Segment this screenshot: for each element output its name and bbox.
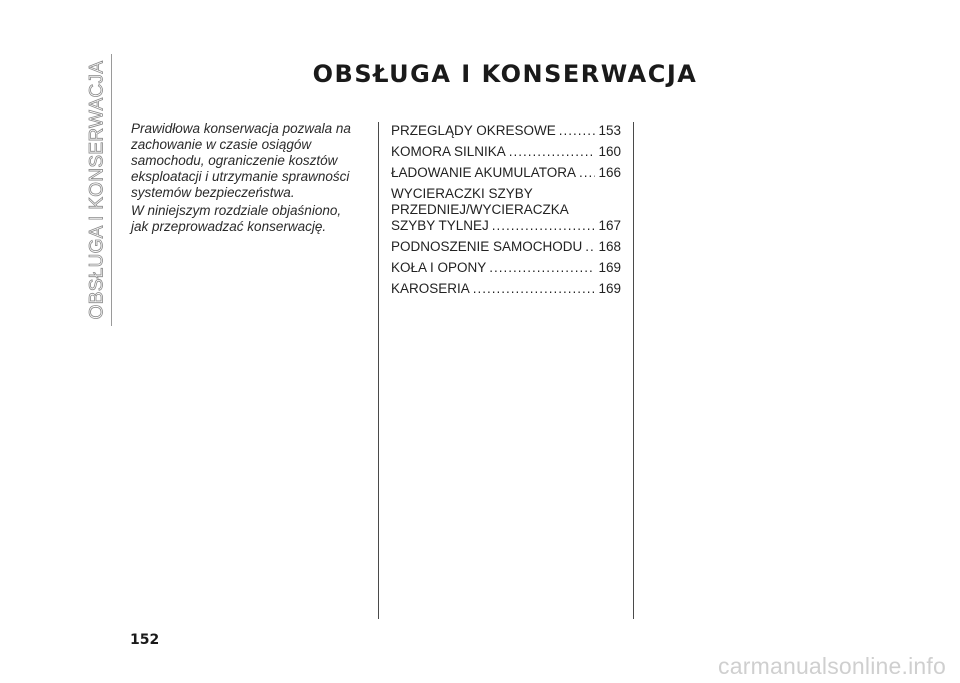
toc-leader-dots xyxy=(585,239,595,255)
toc-entry-title-line: PRZEDNIEJ/WYCIERACZKA xyxy=(391,202,569,217)
side-chapter-label: OBSŁUGA I KONSERWACJA xyxy=(86,60,107,320)
toc-entry-title: KOMORA SILNIKA xyxy=(391,144,506,159)
toc-entry-page: 160 xyxy=(598,144,621,159)
intro-text xyxy=(131,121,361,237)
table-of-contents xyxy=(391,123,621,302)
toc-entry[interactable] xyxy=(391,144,621,160)
toc-leader-dots xyxy=(492,218,596,234)
toc-entry-title: KOŁA I OPONY xyxy=(391,260,487,275)
intro-paragraph: W niniejszym rozdziale objaśniono, jak przeprowadzać konserwację. xyxy=(131,203,342,234)
toc-entry-page: 167 xyxy=(598,218,621,233)
toc-leader-dots xyxy=(559,123,596,139)
watermark: carmanualsonline.info xyxy=(718,653,946,679)
toc-entry-title: PODNOSZENIE SAMOCHODU xyxy=(391,239,583,254)
toc-entry[interactable] xyxy=(391,123,621,139)
toc-entry[interactable] xyxy=(391,186,621,234)
toc-leader-dots xyxy=(509,144,596,160)
page-title: OBSŁUGA I KONSERWACJA xyxy=(312,60,698,88)
toc-entry-title-line: WYCIERACZKI SZYBY xyxy=(391,186,533,201)
side-divider xyxy=(111,54,112,326)
page-number: 152 xyxy=(130,632,160,648)
toc-entry-page: 169 xyxy=(598,281,621,296)
toc-leader-dots xyxy=(489,260,595,276)
toc-entry-page: 169 xyxy=(598,260,621,275)
toc-entry[interactable] xyxy=(391,165,621,181)
toc-leader-dots xyxy=(579,165,595,181)
side-chapter-tab xyxy=(84,54,110,326)
toc-entry[interactable] xyxy=(391,260,621,276)
toc-entry-page: 153 xyxy=(598,123,621,138)
column-divider-left xyxy=(378,122,379,619)
toc-entry[interactable] xyxy=(391,239,621,255)
toc-entry-page: 166 xyxy=(598,165,621,180)
toc-entry-title: ŁADOWANIE AKUMULATORA xyxy=(391,165,577,180)
toc-entry-title: KAROSERIA xyxy=(391,281,470,296)
toc-entry-title: SZYBY TYLNEJ xyxy=(391,218,489,233)
intro-paragraph: Prawidłowa konserwacja pozwala na zachowanie w czasie osiągów samochodu, ograniczenie kosztów eksploatacji i utrzymanie sprawności systemów bezpieczeństwa. xyxy=(131,121,351,200)
toc-entry[interactable] xyxy=(391,281,621,297)
toc-entry-page: 168 xyxy=(598,239,621,254)
column-divider-right xyxy=(633,122,634,619)
toc-leader-dots xyxy=(473,281,596,297)
toc-entry-title: PRZEGLĄDY OKRESOWE xyxy=(391,123,556,138)
